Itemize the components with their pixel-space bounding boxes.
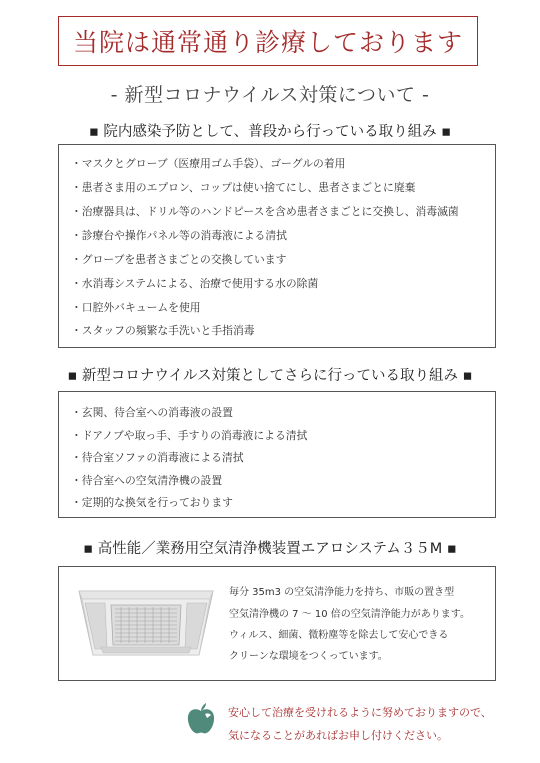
list-item: ・スタッフの頻繁な手洗いと手指消毒: [71, 324, 255, 337]
list-item: ・口腔外バキュームを使用: [71, 301, 201, 314]
product-description-line: クリーンな環境をつくっています。: [229, 651, 388, 662]
list-item: ・グローブを患者さまごとの交換しています: [71, 253, 287, 266]
footer-message-line: 気になることがあればお申し付けください。: [228, 729, 448, 742]
air-purifier-panel: [58, 566, 496, 681]
routine-measures-list: [58, 144, 496, 348]
section-heading-air-purifier: ▪ 高性能／業務用空気清浄機装置エアロシステム３５M ▪: [83, 541, 457, 557]
product-description-line: ウィルス、細菌、微粉塵等を除去して安心できる: [229, 630, 449, 641]
section-heading-routine: ▪ 院内感染予防として、普段から行っている取り組み ▪: [88, 124, 452, 140]
list-item: ・患者さま用のエプロン、コップは使い捨てにし、患者さまごとに廃棄: [71, 181, 416, 194]
product-description-line: 空気清浄機の 7 〜 10 倍の空気清浄能力があります。: [229, 609, 471, 620]
product-description-line: 毎分 35m3 の空気清浄能力を持ち、市販の置き型: [229, 587, 455, 598]
list-item: ・治療器具は、ドリル等のハンドピースを含め患者さまごとに交換し、消毒滅菌: [71, 205, 459, 218]
page-subtitle: - 新型コロナウイルス対策について -: [110, 84, 430, 106]
list-item: ・待合室ソファの消毒液による清拭: [71, 451, 244, 464]
list-item: ・定期的な換気を行っております: [71, 496, 233, 509]
list-item: ・ドアノブや取っ手、手すりの消毒液による清拭: [71, 429, 308, 442]
apple-icon: [186, 702, 216, 736]
footer-message-line: 安心して治療を受けれるように努めておりますので、: [228, 706, 492, 719]
list-item: ・診療台や操作パネル等の消毒液による清拭: [71, 229, 287, 242]
list-item: ・水消毒システムによる、治療で使用する水の除菌: [71, 277, 319, 290]
air-purifier-image: [71, 577, 221, 667]
list-item: ・玄関、待合室への消毒液の設置: [71, 406, 233, 419]
list-item: ・マスクとグローブ（医療用ゴム手袋）、ゴーグルの着用: [71, 157, 346, 170]
covid-measures-list: [58, 391, 496, 518]
list-item: ・待合室への空気清浄機の設置: [71, 474, 223, 487]
page-banner: 当院は通常通り診療しております: [58, 16, 478, 66]
section-heading-covid: ▪ 新型コロナウイルス対策としてさらに行っている取り組み ▪: [67, 368, 473, 384]
